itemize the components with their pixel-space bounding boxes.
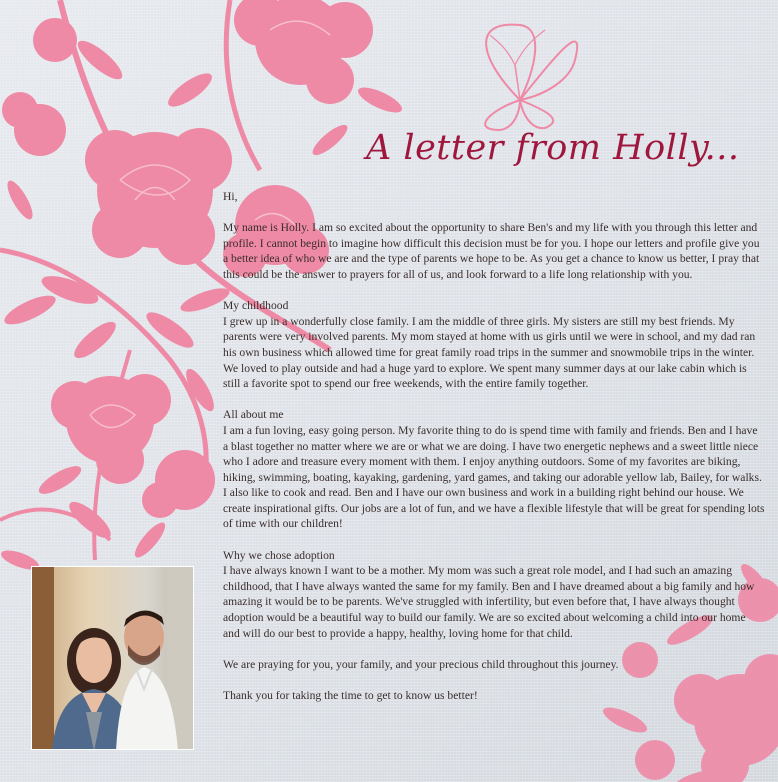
section-body: I have always known I want to be a mother. My mom was such a great role model, and I had such an amazing childhood, that I have always wanted the same for my family. Ben and I have dreamed about a big family and how amazing it would be to be parents. We've struggled with infertility, but even before that, I have always thought adoption would be a beautiful way to build our family. We are so excited about welcoming a child into our home and will do our best to provide a happy, healthy, loving home for that child.	[223, 564, 755, 640]
intro-paragraph: My name is Holly. I am so excited about the opportunity to share Ben's and my life with you through this letter and profile. I cannot begin to imagine how difficult this decision must be for you. I hope our letters and profile give you a better idea of who we are and the type of parents we hope to be. As you get a chance to know us better, I pray that this could be the answer to prayers for all of us, and look forward to a life long relationship with you.	[223, 221, 760, 281]
section-heading: My childhood	[223, 299, 289, 313]
section-body: I am a fun loving, easy going person. My favorite thing to do is spend time with family and friends. Ben and I have a blast together no matter where we are or what we are doing. I have two energetic nephews and a sweet little niece who I adore and treasure every moment with them. I enjoy anything outdoors. Some of my favorites are biking, hiking, swimming, boating, kayaking, gardening, yard games, and taking our adorable yellow lab, Bailey, for walks. I also like to cook and read. Ben and I have our own business and work in a building right behind our house. We create inspirational gifts. Our jobs are a lot of fun, and we have a flexible lifestyle that will be great for spending lots of time with our children!	[223, 423, 765, 531]
couple-photo-illustration	[32, 567, 194, 750]
letter-body	[223, 189, 765, 719]
closing-thanks: Thank you for taking the time to get to know us better!	[223, 689, 478, 702]
section-heading: Why we chose adoption	[223, 548, 335, 562]
section-adoption	[223, 548, 765, 642]
section-childhood	[223, 298, 765, 392]
section-body: I grew up in a wonderfully close family. I am the middle of three girls. My sisters are still my best friends. My parents were very involved parents. My mom stayed at home with us girls until we were in school, and my dad ran his own business which allowed time for great family road trips in the summer and snowmobile trips in the winter. We loved to play outside and had a huge yard to explore. We spent many summer days at our lake cabin which is still a favorite spot to spend our free weekends, with the entire family together.	[223, 314, 756, 391]
section-about-me	[223, 407, 765, 532]
section-heading: All about me	[223, 408, 284, 422]
closing-prayer: We are praying for you, your family, and your precious child throughout this journey.	[223, 657, 619, 671]
couple-photo	[31, 566, 194, 750]
letter-title: A letter from Holly...	[366, 128, 740, 168]
greeting: Hi,	[223, 190, 238, 203]
